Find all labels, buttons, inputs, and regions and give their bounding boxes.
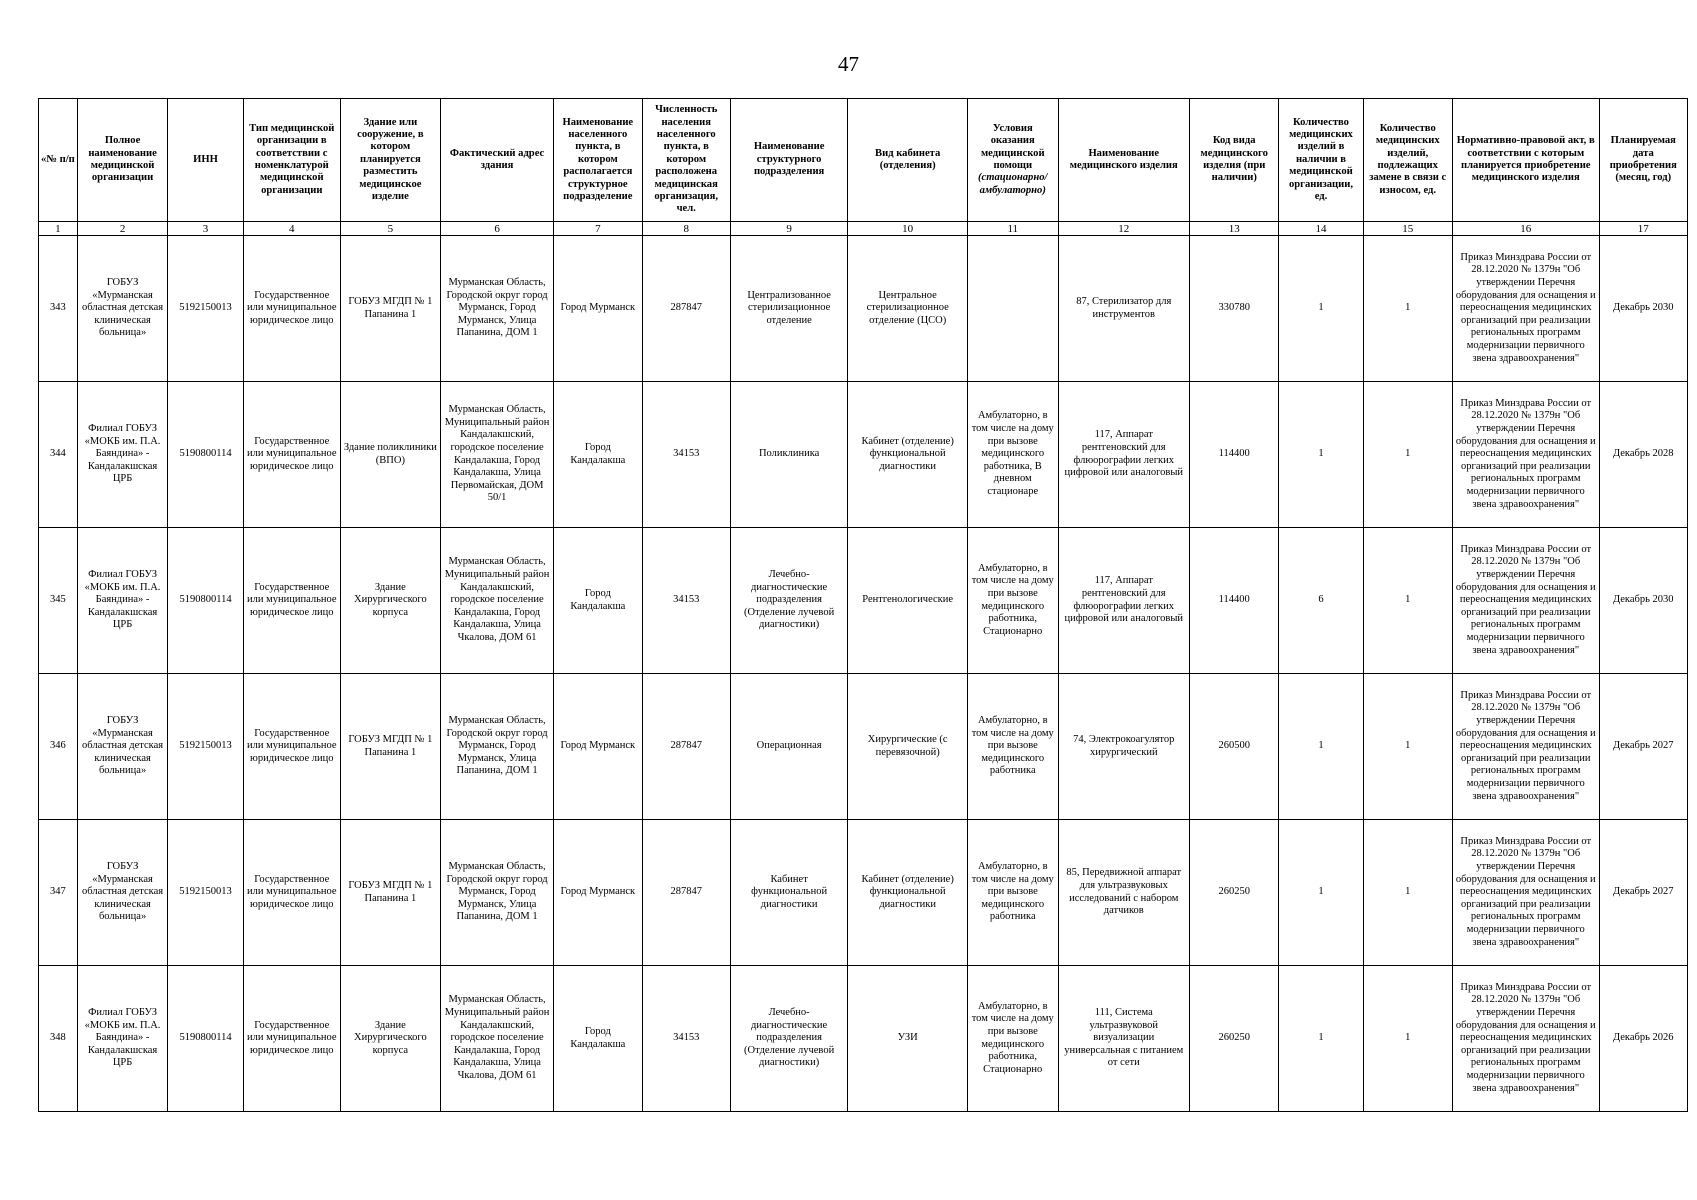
cabinet-cell: Кабинет (отделение) функциональной диагностики [848, 820, 968, 966]
column-header: Наименование населенного пункта, в котором располагается структурное подразделение [554, 99, 642, 222]
population-cell: 287847 [642, 674, 730, 820]
legal-act-cell [1452, 966, 1599, 1112]
unit-cell: Поликлиника [730, 382, 847, 528]
building-cell: Здание Хирургического корпуса [340, 966, 440, 1112]
building-cell: Здание Хирургического корпуса [340, 528, 440, 674]
column-number: 16 [1452, 222, 1599, 236]
cabinet-cell: Рентгенологические [848, 528, 968, 674]
legal-act-cell [1452, 820, 1599, 966]
code-cell: 114400 [1190, 528, 1279, 674]
column-header: «№ п/п [39, 99, 78, 222]
column-number: 3 [168, 222, 243, 236]
population-cell: 34153 [642, 966, 730, 1112]
qty-have-cell: 1 [1279, 382, 1363, 528]
date-cell: Декабрь 2030 [1599, 528, 1687, 674]
legal-act-cell [1452, 236, 1599, 382]
qty-replace-cell: 1 [1363, 528, 1452, 674]
legal-act-text: Приказ Минздрава России от 28.12.2020 № 1379н "Об утверждении Перечня оборудования для оснащения и переоснащения медицинских организаций при реализации региональных программ модернизации первичного звена здравоохранения" [1455, 543, 1596, 656]
org-type-cell: Государственное или муниципальное юридическое лицо [243, 820, 340, 966]
qty-have-cell: 1 [1279, 966, 1363, 1112]
column-header: Тип медицинской организации в соответствии с номенклатурой медицинской организации [243, 99, 340, 222]
legal-act-text: Приказ Минздрава России от 28.12.2020 № 1379н "Об утверждении Перечня оборудования для оснащения и переоснащения медицинских организаций при реализации региональных программ модернизации первичного звена здравоохранения" [1455, 689, 1596, 802]
unit-cell: Централизованное стерилизационное отделение [730, 236, 847, 382]
address-cell: Мурманская Область, Городской округ город Мурманск, Город Мурманск, Улица Папанина, ДОМ 1 [440, 674, 553, 820]
table-row [39, 820, 1688, 966]
column-number: 7 [554, 222, 642, 236]
row-number-cell: 343 [39, 236, 78, 382]
conditions-cell: Амбулаторно, в том числе на дому при вызове медицинского работника, Стационарно [967, 966, 1058, 1112]
column-header: Здание или сооружение, в котором планируется разместить медицинское изделие [340, 99, 440, 222]
column-number: 4 [243, 222, 340, 236]
table-row [39, 382, 1688, 528]
unit-cell: Кабинет функциональной диагностики [730, 820, 847, 966]
column-number: 14 [1279, 222, 1363, 236]
device-cell: 111, Система ультразвуковой визуализации универсальная с питанием от сети [1058, 966, 1189, 1112]
unit-cell: Операционная [730, 674, 847, 820]
population-cell: 287847 [642, 820, 730, 966]
inn-cell: 5192150013 [168, 820, 243, 966]
building-cell: Здание поликлиники (ВПО) [340, 382, 440, 528]
organization-cell: ГОБУЗ «Мурманская областная детская клиническая больница» [77, 236, 168, 382]
organization-cell: Филиал ГОБУЗ «МОКБ им. П.А. Баяндина» - Кандалакшская ЦРБ [77, 528, 168, 674]
column-number: 12 [1058, 222, 1189, 236]
column-header: Наименование медицинского изделия [1058, 99, 1189, 222]
organization-cell: ГОБУЗ «Мурманская областная детская клиническая больница» [77, 820, 168, 966]
column-header: ИНН [168, 99, 243, 222]
date-cell: Декабрь 2028 [1599, 382, 1687, 528]
column-header: Количество медицинских изделий в наличии в медицинской организации, ед. [1279, 99, 1363, 222]
org-type-cell: Государственное или муниципальное юридическое лицо [243, 674, 340, 820]
inn-cell: 5192150013 [168, 236, 243, 382]
address-cell: Мурманская Область, Городской округ город Мурманск, Город Мурманск, Улица Папанина, ДОМ 1 [440, 820, 553, 966]
qty-replace-cell: 1 [1363, 820, 1452, 966]
row-number-cell: 346 [39, 674, 78, 820]
device-cell: 85, Передвижной аппарат для ультразвуковых исследований с набором датчиков [1058, 820, 1189, 966]
device-cell: 117, Аппарат рентгеновский для флюорографии легких цифровой или аналоговый [1058, 382, 1189, 528]
column-number: 9 [730, 222, 847, 236]
row-number-cell: 348 [39, 966, 78, 1112]
column-number: 15 [1363, 222, 1452, 236]
org-type-cell: Государственное или муниципальное юридическое лицо [243, 966, 340, 1112]
qty-have-cell: 1 [1279, 236, 1363, 382]
org-type-cell: Государственное или муниципальное юридическое лицо [243, 528, 340, 674]
conditions-cell: Амбулаторно, в том числе на дому при вызове медицинского работника, В дневном стационаре [967, 382, 1058, 528]
column-header: Код вида медицинского изделия (при наличии) [1190, 99, 1279, 222]
column-header: Количество медицинских изделий, подлежащих замене в связи с износом, ед. [1363, 99, 1452, 222]
column-number: 10 [848, 222, 968, 236]
cabinet-cell: Хирургические (с перевязочной) [848, 674, 968, 820]
cabinet-cell: Центральное стерилизационное отделение (ЦСО) [848, 236, 968, 382]
qty-have-cell: 1 [1279, 820, 1363, 966]
equipment-table [38, 98, 1688, 1112]
address-cell: Мурманская Область, Муниципальный район Кандалакшский, городское поселение Кандалакша, Город Кандалакша, Улица Чкалова, ДОМ 61 [440, 966, 553, 1112]
column-number: 5 [340, 222, 440, 236]
column-number: 11 [967, 222, 1058, 236]
column-number: 8 [642, 222, 730, 236]
column-header-italic: (стационарно/ амбулаторно) [978, 172, 1048, 196]
date-cell: Декабрь 2027 [1599, 820, 1687, 966]
population-cell: 34153 [642, 528, 730, 674]
qty-replace-cell: 1 [1363, 236, 1452, 382]
locality-cell: Город Мурманск [554, 236, 642, 382]
code-cell: 114400 [1190, 382, 1279, 528]
address-cell: Мурманская Область, Городской округ город Мурманск, Город Мурманск, Улица Папанина, ДОМ 1 [440, 236, 553, 382]
address-cell: Мурманская Область, Муниципальный район Кандалакшский, городское поселение Кандалакша, Город Кандалакша, Улица Чкалова, ДОМ 61 [440, 528, 553, 674]
cabinet-cell: УЗИ [848, 966, 968, 1112]
column-header [967, 99, 1058, 222]
inn-cell: 5190800114 [168, 382, 243, 528]
header-row [39, 99, 1688, 222]
column-number-row [39, 222, 1688, 236]
building-cell: ГОБУЗ МГДП № 1 Папанина 1 [340, 236, 440, 382]
row-number-cell: 344 [39, 382, 78, 528]
locality-cell: Город Кандалакша [554, 382, 642, 528]
inn-cell: 5190800114 [168, 528, 243, 674]
locality-cell: Город Мурманск [554, 820, 642, 966]
table-row [39, 966, 1688, 1112]
page-number: 47 [838, 52, 859, 76]
row-number-cell: 347 [39, 820, 78, 966]
device-cell: 117, Аппарат рентгеновский для флюорографии легких цифровой или аналоговый [1058, 528, 1189, 674]
column-header: Вид кабинета (отделения) [848, 99, 968, 222]
legal-act-cell [1452, 674, 1599, 820]
table-row [39, 674, 1688, 820]
locality-cell: Город Кандалакша [554, 966, 642, 1112]
org-type-cell: Государственное или муниципальное юридическое лицо [243, 236, 340, 382]
code-cell: 260250 [1190, 966, 1279, 1112]
column-number: 13 [1190, 222, 1279, 236]
code-cell: 330780 [1190, 236, 1279, 382]
column-number: 2 [77, 222, 168, 236]
column-number: 6 [440, 222, 553, 236]
conditions-cell: Амбулаторно, в том числе на дому при вызове медицинского работника, Стационарно [967, 528, 1058, 674]
population-cell: 287847 [642, 236, 730, 382]
inn-cell: 5190800114 [168, 966, 243, 1112]
column-header-main: Условия оказания медицинской помощи [980, 122, 1045, 171]
building-cell: ГОБУЗ МГДП № 1 Папанина 1 [340, 674, 440, 820]
table-row [39, 236, 1688, 382]
cabinet-cell: Кабинет (отделение) функциональной диагностики [848, 382, 968, 528]
org-type-cell: Государственное или муниципальное юридическое лицо [243, 382, 340, 528]
device-cell: 87, Стерилизатор для инструментов [1058, 236, 1189, 382]
column-header: Численность населения населенного пункта, в котором расположена медицинская организация, чел. [642, 99, 730, 222]
legal-act-text: Приказ Минздрава России от 28.12.2020 № 1379н "Об утверждении Перечня оборудования для оснащения и переоснащения медицинских организаций при реализации региональных программ модернизации первичного звена здравоохранения" [1455, 251, 1596, 364]
conditions-cell: Амбулаторно, в том числе на дому при вызове медицинского работника [967, 820, 1058, 966]
organization-cell: Филиал ГОБУЗ «МОКБ им. П.А. Баяндина» - Кандалакшская ЦРБ [77, 966, 168, 1112]
address-cell: Мурманская Область, Муниципальный район Кандалакшский, городское поселение Кандалакша, Город Кандалакша, Улица Первомайская, ДОМ 50/1 [440, 382, 553, 528]
qty-replace-cell: 1 [1363, 674, 1452, 820]
locality-cell: Город Кандалакша [554, 528, 642, 674]
legal-act-text: Приказ Минздрава России от 28.12.2020 № 1379н "Об утверждении Перечня оборудования для оснащения и переоснащения медицинских организаций при реализации региональных программ модернизации первичного звена здравоохранения" [1455, 397, 1596, 510]
qty-have-cell: 6 [1279, 528, 1363, 674]
organization-cell: Филиал ГОБУЗ «МОКБ им. П.А. Баяндина» - Кандалакшская ЦРБ [77, 382, 168, 528]
legal-act-text: Приказ Минздрава России от 28.12.2020 № 1379н "Об утверждении Перечня оборудования для оснащения и переоснащения медицинских организаций при реализации региональных программ модернизации первичного звена здравоохранения" [1455, 835, 1596, 948]
column-header: Полное наименование медицинской организации [77, 99, 168, 222]
unit-cell: Лечебно-диагностические подразделения (Отделение лучевой диагностики) [730, 528, 847, 674]
date-cell: Декабрь 2026 [1599, 966, 1687, 1112]
organization-cell: ГОБУЗ «Мурманская областная детская клиническая больница» [77, 674, 168, 820]
device-cell: 74, Электрокоагулятор хирургический [1058, 674, 1189, 820]
legal-act-text: Приказ Минздрава России от 28.12.2020 № 1379н "Об утверждении Перечня оборудования для оснащения и переоснащения медицинских организаций при реализации региональных программ модернизации первичного звена здравоохранения" [1455, 981, 1596, 1094]
date-cell: Декабрь 2030 [1599, 236, 1687, 382]
legal-act-cell [1452, 528, 1599, 674]
code-cell: 260500 [1190, 674, 1279, 820]
table-row [39, 528, 1688, 674]
qty-have-cell: 1 [1279, 674, 1363, 820]
column-header: Планируемая дата приобретения (месяц, год) [1599, 99, 1687, 222]
conditions-cell: Амбулаторно, в том числе на дому при вызове медицинского работника [967, 674, 1058, 820]
column-header: Наименование структурного подразделения [730, 99, 847, 222]
conditions-cell [967, 236, 1058, 382]
column-number: 17 [1599, 222, 1687, 236]
population-cell: 34153 [642, 382, 730, 528]
column-header: Нормативно-правовой акт, в соответствии с которым планируется приобретение медицинского изделия [1452, 99, 1599, 222]
building-cell: ГОБУЗ МГДП № 1 Папанина 1 [340, 820, 440, 966]
locality-cell: Город Мурманск [554, 674, 642, 820]
date-cell: Декабрь 2027 [1599, 674, 1687, 820]
qty-replace-cell: 1 [1363, 966, 1452, 1112]
legal-act-cell [1452, 382, 1599, 528]
column-number: 1 [39, 222, 78, 236]
unit-cell: Лечебно-диагностические подразделения (Отделение лучевой диагностики) [730, 966, 847, 1112]
column-header: Фактический адрес здания [440, 99, 553, 222]
row-number-cell: 345 [39, 528, 78, 674]
inn-cell: 5192150013 [168, 674, 243, 820]
qty-replace-cell: 1 [1363, 382, 1452, 528]
code-cell: 260250 [1190, 820, 1279, 966]
